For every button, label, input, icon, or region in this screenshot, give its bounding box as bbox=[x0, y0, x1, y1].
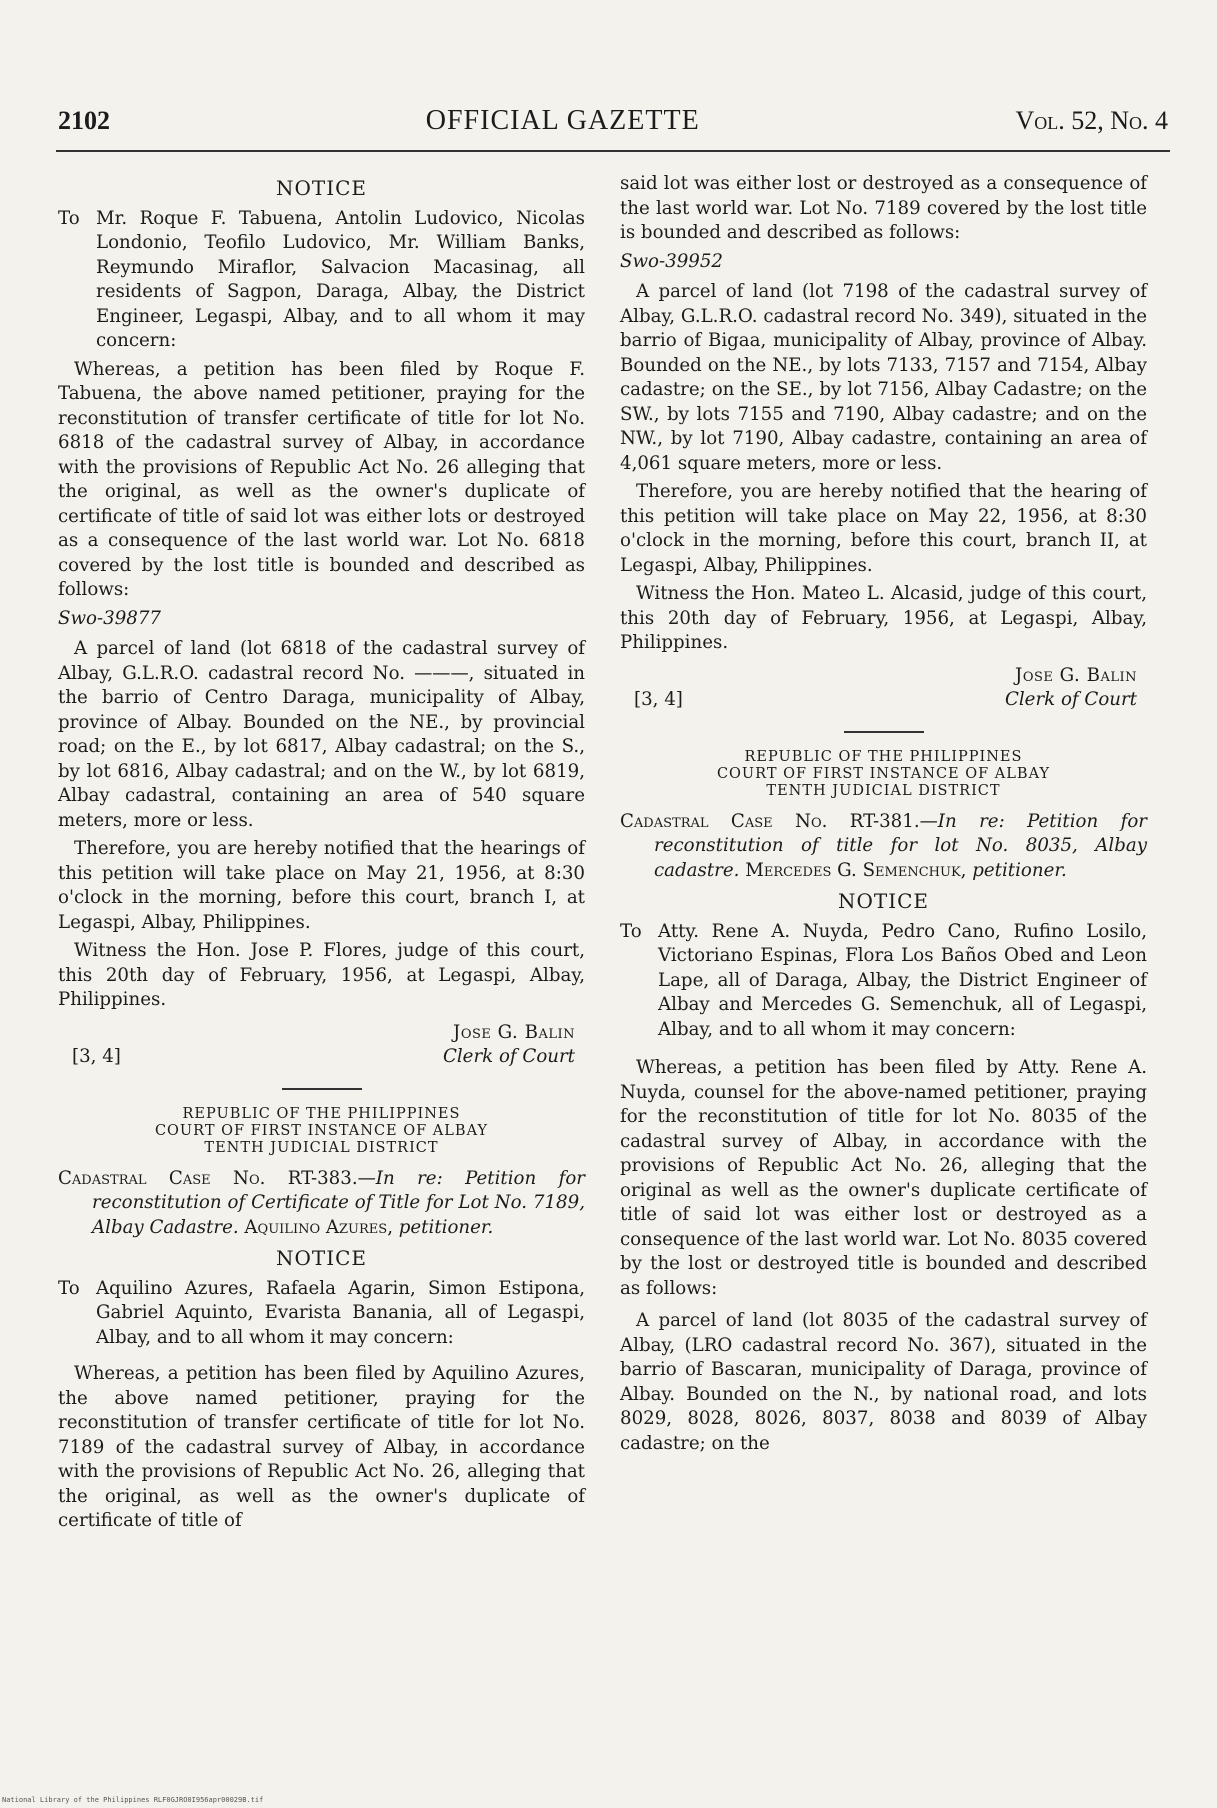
court-line: REPUBLIC OF THE PHILIPPINES bbox=[744, 748, 1023, 765]
section-divider bbox=[282, 1088, 362, 1090]
petitioner-name: Aquilino Azures, bbox=[244, 1216, 393, 1238]
court-heading bbox=[620, 749, 1147, 800]
court-heading bbox=[58, 1106, 585, 1157]
notice-heading: NOTICE bbox=[275, 176, 368, 200]
whereas-paragraph: Whereas, a petition has been filed by Roque F. Tabuena, the above named petitioner, praying for the reconstitution of transfer certificate of title for lot No. 6818 of the cadastral survey of Albay, in accordance with the provisions of Republic Act No. 26 alleging that the original, as well as the owner's duplicate of certificate of title of said lot was either lots or destroyed as a consequence of the last world war. Lot No. 6818 covered by the lost title is bounded and described as follows: bbox=[58, 358, 585, 600]
scan-footer: National Library of the Philippines RLF0GJRO0I956apr00029B.tif bbox=[2, 1796, 264, 1804]
to-label: To bbox=[58, 1277, 80, 1299]
issue-reference: [3, 4] bbox=[634, 689, 683, 710]
petitioner-name: Mercedes G. Semenchuk, bbox=[745, 859, 967, 881]
right-column bbox=[620, 170, 1147, 1456]
notice-heading: NOTICE bbox=[275, 1246, 368, 1270]
signer-title: Clerk of Court bbox=[442, 1046, 575, 1067]
notice-addressees bbox=[58, 207, 585, 354]
court-line: COURT OF FIRST INSTANCE OF ALBAY bbox=[716, 765, 1051, 782]
case-title bbox=[620, 810, 1147, 884]
parcel-description: A parcel of land (lot 8035 of the cadastral survey of Albay, (LRO cadastral record No. 367), situated in the barrio of Bascaran, municipality of Daraga, province of Albay. Bounded on the N., by national road, and lots 8029, 8028, 8026, 8037, 8038 and 8039 of Albay cadastre; on the bbox=[620, 1310, 1147, 1454]
signer-name: Jose G. Balin bbox=[1015, 664, 1137, 686]
parcel-description: A parcel of land (lot 6818 of the cadastral survey of Albay, G.L.R.O. cadastral record No. ———, situated in the barrio of Centro Daraga, municipality of Albay, province of Albay. Bounded on the NE., by provincial road; on the E., by lot 6817, Albay cadastral; on the S., by lot 6816, Albay cadastral; and on the W., by lot 6819, Albay cadastral, containing an area of 540 square meters, more or less. bbox=[58, 638, 585, 831]
witness-paragraph: Witness the Hon. Jose P. Flores, judge of this court, this 20th day of February, 1956, at Legaspi, Albay, Philippines. bbox=[58, 940, 585, 1010]
court-line: COURT OF FIRST INSTANCE OF ALBAY bbox=[154, 1122, 489, 1139]
addressee-list: Aquilino Azures, Rafaela Agarin, Simon Estipona, Gabriel Aquinto, Evarista Banania, all of Legaspi, Albay, and to all whom it may concern: bbox=[96, 1277, 585, 1348]
parcel-description: A parcel of land (lot 7198 of the cadastral survey of Albay, G.L.R.O. cadastral record No. 349), situated in the barrio of Bigaa, municipality of Albay, province of Albay. Bounded on the NE., by lots 7133, 7157 and 7154, Albay cadastre; on the SE., by lot 7156, Albay Cadastre; on the SW., by lots 7155 and 7190, Albay cadastre; and on the NW., by lot 7190, Albay cadastre, containing an area of 4,061 square meters, more or less. bbox=[620, 281, 1147, 474]
signature-block bbox=[620, 664, 1147, 713]
petitioner-role: petitioner. bbox=[398, 1216, 494, 1238]
page-number: 2102 bbox=[58, 106, 110, 135]
addressee-list: Mr. Roque F. Tabuena, Antolin Ludovico, Nicolas Londonio, Teofilo Ludovico, Mr. William Banks, Reymundo Miraflor, Salvacion Macasinag, all residents of Sagpon, Daraga, Albay, the District Engineer, Legaspi, Albay, and to all whom it may concern: bbox=[96, 207, 585, 351]
therefore-paragraph: Therefore, you are hereby notified that the hearings of this petition will take place on May 21, 1956, at 8:30 o'clock in the morning, before this court, branch I, at Legaspi, Albay, Philippines. bbox=[58, 838, 585, 933]
notice-heading: NOTICE bbox=[837, 889, 930, 913]
section-divider bbox=[844, 731, 924, 733]
case-subject: —In re: Petition for reconstitution of title for lot No. 8035, Albay cadastre. bbox=[654, 810, 1147, 881]
signer-name: Jose G. Balin bbox=[453, 1021, 575, 1043]
survey-reference: Swo-39952 bbox=[620, 250, 723, 272]
whereas-paragraph: Whereas, a petition has been filed by Aquilino Azures, the above named petitioner, praying for the reconstitution of transfer certificate of title for lot No. 7189 of the cadastral survey of Albay, in accordance with the provisions of Republic Act No. 26, alleging that the original, as well as the owner's duplicate of certificate of title of bbox=[58, 1363, 585, 1531]
petitioner-role: petitioner. bbox=[972, 859, 1067, 881]
signature-block bbox=[58, 1021, 585, 1070]
notice-addressees bbox=[58, 1277, 585, 1351]
court-line: TENTH JUDICIAL DISTRICT bbox=[766, 782, 1001, 799]
addressee-list: Atty. Rene A. Nuyda, Pedro Cano, Rufino Losilo, Victoriano Espinas, Flora Los Baños Obed and Leon Lape, all of Daraga, Albay, the District Engineer of Albay and Mercedes G. Semenchuk, all of Legaspi, Albay, and to all whom it may concern: bbox=[658, 920, 1147, 1040]
case-number: Cadastral Case No. RT-381. bbox=[620, 810, 920, 832]
to-label: To bbox=[58, 207, 80, 229]
case-title bbox=[58, 1167, 585, 1241]
case-subject: —In re: Petition for reconstitution of Certificate of Title for Lot No. 7189, Albay Cadastre. bbox=[92, 1167, 585, 1238]
header-rule bbox=[56, 150, 1170, 152]
court-line: REPUBLIC OF THE PHILIPPINES bbox=[182, 1105, 461, 1122]
continuation-paragraph: said lot was either lost or destroyed as a consequence of the last world war. Lot No. 7189 covered by the lost title is bounded and described as follows: bbox=[620, 173, 1147, 243]
signer-title: Clerk of Court bbox=[1004, 689, 1137, 710]
left-column bbox=[58, 170, 585, 1534]
whereas-paragraph: Whereas, a petition has been filed by Atty. Rene A. Nuyda, counsel for the above-named petitioner, praying for the reconstitution of title for lot No. 8035 of the cadastral survey of Albay, in accordance with the provisions of Republic Act No. 26, alleging that the original as well as the owner's duplicate certificate of title of said lot was either lost or destroyed as a consequence of the last world war. Lot No. 8035 covered by the lost or destroyed title is bounded and described as follows: bbox=[620, 1057, 1147, 1299]
page-header bbox=[58, 105, 1168, 145]
volume-number: Vol. 52, No. 4 bbox=[1015, 106, 1168, 135]
publication-title: OFFICIAL GAZETTE bbox=[425, 105, 700, 136]
notice-addressees bbox=[620, 920, 1147, 1043]
court-line: TENTH JUDICIAL DISTRICT bbox=[204, 1139, 439, 1156]
case-number: Cadastral Case No. RT-383. bbox=[58, 1167, 358, 1189]
issue-reference: [3, 4] bbox=[72, 1046, 121, 1067]
survey-reference: Swo-39877 bbox=[58, 607, 161, 629]
witness-paragraph: Witness the Hon. Mateo L. Alcasid, judge of this court, this 20th day of February, 1956, at Legaspi, Albay, Philippines. bbox=[620, 583, 1147, 653]
to-label: To bbox=[620, 920, 642, 942]
therefore-paragraph: Therefore, you are hereby notified that the hearing of this petition will take place on May 22, 1956, at 8:30 o'clock in the morning, before this court, branch II, at Legaspi, Albay, Philippines. bbox=[620, 481, 1147, 576]
